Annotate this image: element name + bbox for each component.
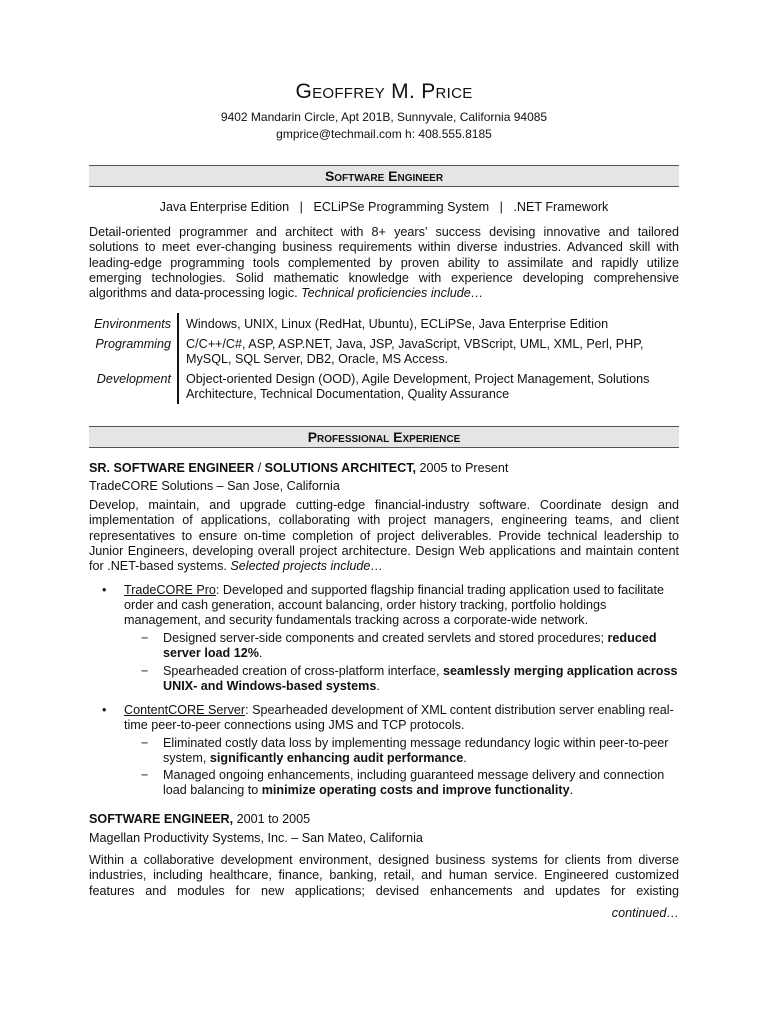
job2-heading [89, 812, 679, 827]
skills-divider [177, 313, 179, 404]
experience-bar: Professional Experience [89, 426, 679, 448]
skill-value-development: Object-oriented Design (OOD), Agile Development, Project Management, Solutions Architecture, Technical Documentation, Quality Assurance [186, 372, 650, 402]
project-point [163, 736, 680, 766]
project-point [163, 631, 680, 661]
job2-dates: 2001 to 2005 [233, 812, 311, 826]
point-tail: . [463, 751, 467, 766]
project-contentcore-server [124, 703, 680, 733]
skill-label-environments: Environments [94, 317, 171, 331]
contact-line: gmprice@techmail.com h: 408.555.8185 [276, 127, 492, 141]
bullet-icon: • [102, 703, 107, 717]
project-point [163, 768, 680, 798]
dash-icon: − [141, 736, 149, 750]
summary-lead-in: Technical proficiencies include… [301, 286, 484, 301]
project-text: : Spearheaded development of XML content distribution server enabling real-time peer-to-peer connections using JMS and TCP protocols. [124, 703, 674, 733]
point-highlight: minimize operating costs and improve functionality [261, 783, 570, 798]
job1-lead-in: Selected projects include… [230, 559, 383, 574]
continued-note: continued… [611, 906, 679, 920]
dash-icon: − [141, 664, 149, 678]
title-bar: Software Engineer [89, 165, 679, 187]
point-highlight: seamlessly merging application across UNIX- and Windows-based systems [163, 664, 678, 694]
point-highlight: reduced server load 12% [163, 631, 657, 661]
point-text: Eliminated costly data loss by implementing message redundancy logic within peer-to-peer system, [163, 736, 669, 766]
project-name: ContentCORE Server [124, 703, 246, 717]
job1-heading [89, 461, 679, 476]
point-tail: . [569, 783, 574, 798]
specialties-line: Java Enterprise Edition | ECLiPSe Programming System | .NET Framework [159, 200, 609, 214]
job1-title2: SOLUTIONS ARCHITECT, [264, 461, 416, 475]
skill-label-programming: Programming [95, 337, 171, 351]
point-text: Designed server-side components and created servlets and stored procedures; [163, 631, 608, 645]
job1-dates: 2005 to Present [416, 461, 509, 475]
project-name: TradeCORE Pro [124, 583, 216, 597]
job1-company: TradeCORE Solutions – San Jose, California [89, 479, 340, 493]
point-tail: . [376, 679, 380, 694]
summary-text: Detail-oriented programmer and architect with 8+ years’ success devising innovative and tailored solutions to meet ever-changing business requirements within diverse industries. Advanced skill with leading-edge programming tools complemented by proven ability to assimilate and rapidly utilize emerging technologies. Solid mathematic knowledge with experience developing comprehensive algorithms and data-processing logic. [89, 225, 679, 301]
point-tail: . [258, 646, 263, 661]
job1-description-text: Develop, maintain, and upgrade cutting-edge financial-industry software. Coordinate design and implementation of applications, collaborating with project managers, engineering teams, and client representatives to ensure on-time completion of project deliverables. Provide technical leadership to Junior Engineers, developing overall project architecture. Design Web applications and maintain content for .NET-based systems. [89, 498, 679, 574]
candidate-name: Geoffrey M. Price [295, 80, 473, 103]
project-tradecore-pro [124, 583, 680, 629]
job2-company: Magellan Productivity Systems, Inc. – San Mateo, California [89, 831, 423, 845]
point-highlight: significantly enhancing audit performance [209, 751, 464, 766]
point-text: Spearheaded creation of cross-platform interface, [163, 664, 444, 678]
skill-value-programming: C/C++/C#, ASP, ASP.NET, Java, JSP, JavaScript, VBScript, UML, XML, Perl, PHP, MySQL, SQL Server, DB2, Oracle, MS Access. [186, 337, 644, 367]
project-point [163, 664, 680, 694]
project-text: : Developed and supported flagship financial trading application used to facilitate order and cash generation, account balancing, order history tracking, portfolio holdings management, and security fundamentals tracking across a corporate-wide network. [124, 583, 664, 628]
point-text: Managed ongoing enhancements, including guaranteed message delivery and connection load balancing to [163, 768, 665, 798]
job2-title: SOFTWARE ENGINEER, [89, 812, 234, 826]
bullet-icon: • [102, 583, 107, 597]
skill-label-development: Development [96, 372, 171, 386]
job2-description: Within a collaborative development environment, designed business systems for clients from diverse industries, including healthcare, finance, banking, retail, and human service. Engineered customized features and modules for new applications; devised enhancements and updates for existing [89, 853, 679, 898]
job1-description [89, 498, 679, 574]
job1-title: SR. SOFTWARE ENGINEER [89, 461, 255, 475]
summary-paragraph [89, 225, 679, 301]
skill-value-environments: Windows, UNIX, Linux (RedHat, Ubuntu), ECLiPSe, Java Enterprise Edition [186, 317, 609, 331]
address-line: 9402 Mandarin Circle, Apt 201B, Sunnyvale, California 94085 [220, 110, 548, 124]
dash-icon: − [141, 768, 149, 782]
dash-icon: − [141, 631, 149, 645]
job1-slash: / [254, 461, 265, 475]
